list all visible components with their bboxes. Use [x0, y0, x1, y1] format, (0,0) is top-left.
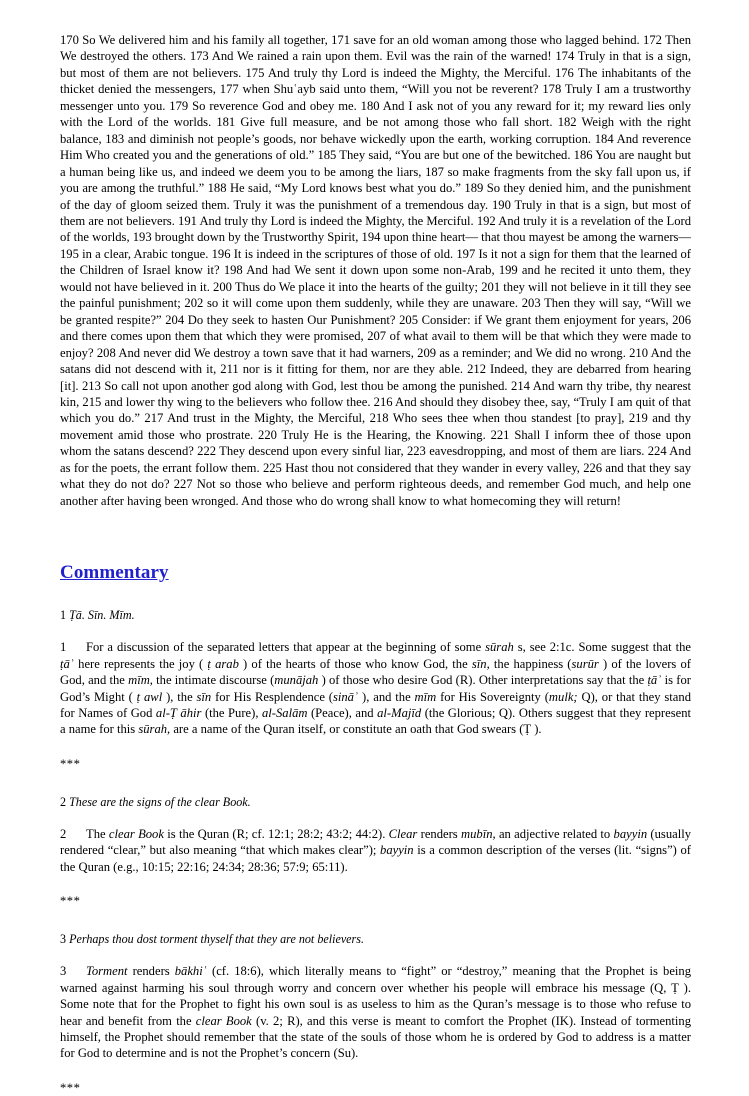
- separator-1: ***: [60, 756, 81, 771]
- note-number-2: 2: [60, 826, 67, 841]
- verse-line-3: [60, 931, 691, 947]
- commentary-note-1: [60, 639, 691, 738]
- note-body-2: The clear Book is the Quran (R; cf. 12:1; 28:2; 43:2; 44:2). Clear renders mubīn, an adjective related to bayyin (usually rendered “clear,” but also meaning “that which makes clear”); bayyin is a common description of the verses (lit. “signs”) of the Quran (e.g., 10:15; 22:16; 24:34; 28:36; 57:9; 65:11).: [60, 826, 691, 874]
- note-number-3: 3: [60, 964, 67, 979]
- verse-line-1: [60, 607, 691, 623]
- verse-text-3: Perhaps thou dost torment thyself that they are not believers.: [69, 932, 364, 947]
- verse-text-2: These are the signs of the clear Book.: [69, 794, 251, 809]
- commentary-note-2: [60, 826, 691, 875]
- verse-number-1: 1: [60, 608, 67, 623]
- scripture-block: 170 So We delivered him and his family all together, 171 save for an old woman among those who lagged behind. 172 Then We destroyed the others. 173 And We rained a rain upon them. Evil was the rain of the warned! 174 Truly in that is a sign, but most of them are not believers. 175 And truly thy Lord is indeed the Mighty, the Merciful. 176 The inhabitants of the thicket denied the messengers, 177 when Shuʿayb said unto them, “Will you not be reverent? 178 Truly I am a trustworthy messenger unto you. 179 So reverence God and obey me. 180 And I ask not of you any reward for it; my reward lies only with the Lord of the worlds. 181 Give full measure, and be not among those who fall short. 182 Weigh with the right balance, 183 and diminish not people’s goods, nor behave wickedly upon the earth, working corruption. 184 And reverence Him Who created you and the generations of old.” 185 They said, “You are but one of the bewitched. 186 You are naught but a human being like us, and indeed we deem you to be among the liars, 187 so make fragments from the sky fall upon us, if you are among the truthful.” 188 He said, “My Lord knows best what you do.” 189 So they denied him, and the punishment of the day of gloom seized them. Truly it was the punishment of a tremendous day. 190 Truly in that is a sign, but most of them are not believers. 191 And truly thy Lord is indeed the Mighty, the Merciful. 192 And truly it is a revelation of the Lord of the worlds, 193 brought down by the Trustworthy Spirit, 194 upon thine heart— that thou mayest be among the warners— 195 in a clear, Arabic tongue. 196 It is indeed in the scriptures of those of old. 197 Is it not a sign for them that the learned of the Children of Israel know it? 198 And had We sent it down upon some non-Arab, 199 and he recited it unto them, they would not have believed in it. 200 Thus do We place it into the hearts of the guilty; 201 they will not believe in it till they see the painful punishment; 202 so it will come upon them suddenly, while they are unaware. 203 Then they will say, “Will we be granted respite?” 204 Do they seek to hasten Our Punishment? 205 Consider: if We grant them enjoyment for years, 206 and there comes upon them that which they were promised, 207 of what avail to them will be that which they were made to enjoy? 208 And never did We destroy a town save that it had warners, 209 as a reminder; and We did no wrong. 210 And the satans did not descend with it, 211 nor is it fitting for them, nor are they able. 212 Indeed, they are debarred from hearing [it]. 213 So call not upon another god along with God, lest thou be among the punished. 214 And warn thy tribe, thy nearest kin, 215 and lower thy wing to the believers who follow thee. 216 And should they disobey thee, say, “Truly I am quit of that which you do.” 217 And trust in the Mighty, the Merciful, 218 Who sees thee when thou standest [to pray], 219 and thy movement amid those who prostrate. 220 Truly He is the Hearing, the Knowing. 221 Shall I inform thee of those upon whom the satans descend? 222 They descend upon every sinful liar, 223 eavesdropping, and most of them are liars. 224 And as for the poets, the errant follow them. 225 Hast thou not considered that they wander in every valley, 226 and that they say what they do not do? 227 Not so those who believe and perform righteous deeds, and remember God much, and help one another after having been wronged. And those who do wrong shall know to what homecoming they will return!: [60, 33, 692, 508]
- note-number-1: 1: [60, 640, 67, 655]
- note-body-1: For a discussion of the separated letters that appear at the beginning of some sūrah s, see 2:1c. Some suggest that the ṭāʾ here represents the joy ( ṭ arab ) of the hearts of those who know God, the sīn, the happiness (surūr ) of the lovers of God, and the mīm, the intimate discourse (munājah ) of those who desire God (R). Other interpretations say that the ṭāʾ is for God’s Might ( ṭ awl ), the sīn for His Resplendence (sināʾ ), and the mīm for His Sovereignty (mulk; Q), or that they stand for Names of God al-Ṭ āhir (the Pure), al-Salām (Peace), and al-Majīd (the Glorious; Q). Others suggest that they represent a name for this sūrah, are a name of the Quran itself, or constitute an oath that God swears (Ṭ ).: [60, 640, 691, 737]
- commentary-note-3: [60, 963, 691, 1062]
- commentary-heading: Commentary: [60, 562, 169, 584]
- verse-text-1: Ṭā. Sīn. Mīm.: [69, 608, 135, 623]
- commentary-heading-wrap: [60, 535, 691, 585]
- verse-line-2: [60, 794, 691, 810]
- note-body-3: Torment renders bākhiʿ (cf. 18:6), which literally means to “fight” or “destroy,” meaning that the Prophet is being warned against harming his soul through worry and concern over whether his people will embrace his message (Q, Ṭ ). Some note that for the Prophet to fight his own soul is as useless to him as the Quran’s message is to those who refuse to hear and benefit from the clear Book (v. 2; R), and this verse is meant to comfort the Prophet (IK). Instead of tormenting himself, the Prophet should remember that the state of the souls of those whom he is ordered by God to address is a matter for God to determine and is not the Prophet’s concern (Su).: [60, 964, 692, 1061]
- separator-2: ***: [60, 894, 81, 909]
- verse-number-2: 2: [60, 794, 67, 809]
- separator-3: ***: [60, 1080, 81, 1095]
- verse-number-3: 3: [60, 932, 67, 947]
